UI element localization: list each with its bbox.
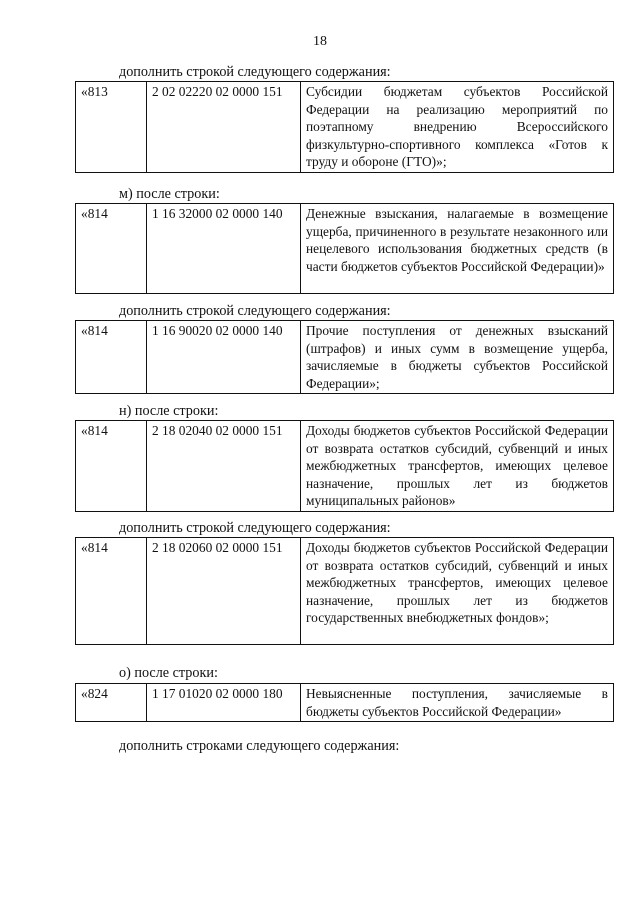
page-number: 18 [313, 34, 327, 49]
admin-code-cell: «814 [76, 421, 147, 512]
intro-add-row: дополнить строкой следующего содержания: [119, 303, 391, 319]
table-row [76, 538, 614, 645]
admin-code-cell: «813 [76, 82, 147, 173]
code-table [75, 420, 614, 512]
intro-after-row: м) после строки: [119, 186, 220, 202]
description-cell: Субсидии бюджетам субъектов Российской Федерации на реализацию мероприятий по поэтапному внедрению Всероссийского физкультурно-спортивного комплекса «Готов к труду и обороне (ГТО)»; [301, 82, 614, 173]
table-row [76, 321, 614, 394]
kbk-code-cell: 1 17 01020 02 0000 180 [147, 684, 301, 722]
table-row [76, 421, 614, 512]
intro-after-row: о) после строки: [119, 665, 218, 681]
code-table [75, 683, 614, 722]
intro-add-row: дополнить строкой следующего содержания: [119, 520, 391, 536]
intro-add-row: дополнить строкой следующего содержания: [119, 64, 391, 80]
description-cell: Денежные взыскания, налагаемые в возмещение ущерба, причиненного в результате незаконного или нецелевого использования бюджетных средств (в части бюджетов субъектов Российской Федерации)» [301, 204, 614, 294]
table-row [76, 204, 614, 294]
admin-code-cell: «814 [76, 204, 147, 294]
kbk-code-cell: 2 18 02060 02 0000 151 [147, 538, 301, 645]
kbk-code-cell: 1 16 90020 02 0000 140 [147, 321, 301, 394]
description-cell: Прочие поступления от денежных взысканий (штрафов) и иных сумм в возмещение ущерба, зачисляемые в бюджеты субъектов Российской Федерации»; [301, 321, 614, 394]
admin-code-cell: «824 [76, 684, 147, 722]
kbk-code-cell: 2 02 02220 02 0000 151 [147, 82, 301, 173]
code-table [75, 203, 614, 294]
table-row [76, 684, 614, 722]
admin-code-cell: «814 [76, 538, 147, 645]
code-table [75, 81, 614, 173]
intro-after-row: н) после строки: [119, 403, 219, 419]
code-table [75, 320, 614, 394]
closing-instruction: дополнить строками следующего содержания: [119, 738, 400, 754]
description-cell: Доходы бюджетов субъектов Российской Федерации от возврата остатков субсидий, субвенций и иных межбюджетных трансфертов, имеющих целевое назначение, прошлых лет из бюджетов муниципальных районов» [301, 421, 614, 512]
code-table [75, 537, 614, 645]
admin-code-cell: «814 [76, 321, 147, 394]
kbk-code-cell: 2 18 02040 02 0000 151 [147, 421, 301, 512]
description-cell: Доходы бюджетов субъектов Российской Федерации от возврата остатков субсидий, субвенций и иных межбюджетных трансфертов, имеющих целевое назначение, прошлых лет из бюджетов государственных внебюджетных фондов»; [301, 538, 614, 645]
kbk-code-cell: 1 16 32000 02 0000 140 [147, 204, 301, 294]
description-cell: Невыясненные поступления, зачисляемые в бюджеты субъектов Российской Федерации» [301, 684, 614, 722]
table-row [76, 82, 614, 173]
